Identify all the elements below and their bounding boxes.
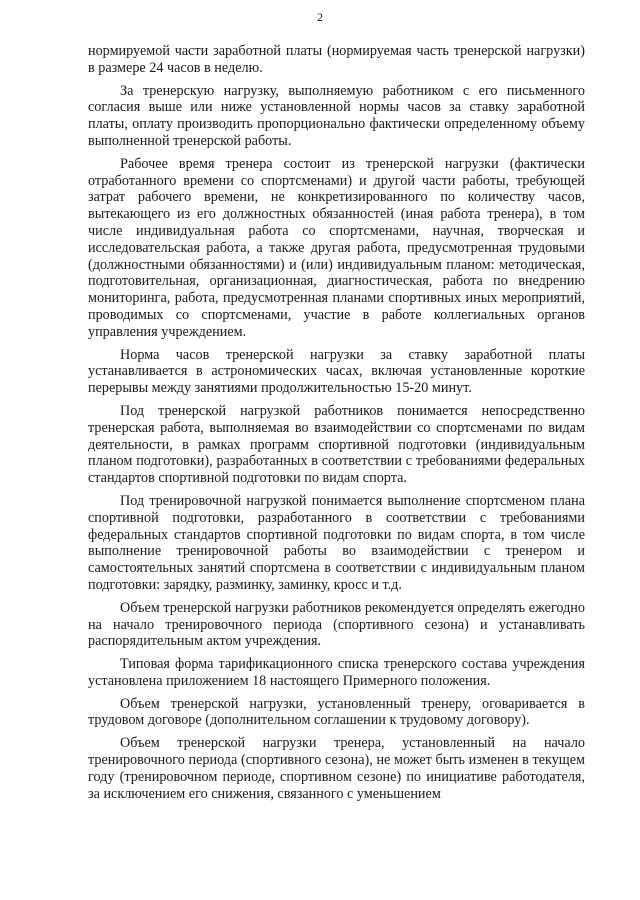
paragraph: Рабочее время тренера состоит из тренерской нагрузки (фактически отработанного времени со спортсменами) и другой части работы, требующей затрат рабочего времени, не конкретизированного по количеству часов, вытекающего из его должностных обязанностей (иная работа тренера), в том числе индивидуальная работа со спортсменами, научная, творческая и исследовательская работа, а также другая работа, предусмотренная трудовыми (должностными обязанностями) и (или) индивидуальным планом: методическая, подготовительная, организационная, диагностическая, работа по внедрению мониторинга, работа, предусмотренная планами спортивных иных мероприятий, проводимых со спортсменами, участие в работе коллегиальных органов управления учреждением.	[88, 155, 585, 340]
paragraph: Объем тренерской нагрузки, установленный тренеру, оговаривается в трудовом договоре (дополнительном соглашении к трудовому договору).	[88, 695, 585, 729]
page-number: 2	[317, 10, 323, 24]
paragraph: Типовая форма тарификационного списка тренерского состава учреждения установлена приложением 18 настоящего Примерного положения.	[88, 656, 585, 689]
paragraph: нормируемой части заработной платы (нормируемая часть тренерской нагрузки) в размере 24 часов в неделю.	[88, 43, 585, 76]
paragraph: Объем тренерской нагрузки тренера, установленный на начало тренировочного периода (спортивного сезона), не может быть изменен в текущем году (тренировочном периоде, спортивном сезоне) по инициативе работодателя, за исключением его снижения, связанного с уменьшением	[88, 735, 585, 802]
paragraph: Норма часов тренерской нагрузки за ставку заработной платы устанавливается в астрономических часах, включая установленные короткие перерывы между занятиями продолжительностью 15-20 минут.	[88, 346, 585, 397]
paragraph: Объем тренерской нагрузки работников рекомендуется определять ежегодно на начало тренировочного периода (спортивного сезона) и устанавливать распорядительным актом учреждения.	[88, 599, 585, 650]
paragraph: Под тренировочной нагрузкой понимается выполнение спортсменом плана спортивной подготовки, разработанного в соответствии с требованиями федеральных стандартов спортивной подготовки по видам спорта, в том числе выполнение тренировочной работы во взаимодействии с тренером и самостоятельных занятий спортсмена в соответствии с индивидуальным планом подготовки: зарядку, разминку, заминку, кросс и т.д.	[88, 492, 585, 593]
paragraph: Под тренерской нагрузкой работников понимается непосредственно тренерская работа, выполняемая во взаимодействии со спортсменами по видам деятельности, в рамках программ спортивной подготовки (индивидуальным планом подготовки), разработанных в соответствии с требованиями федеральных стандартов спортивной подготовки по видам спорта.	[88, 402, 585, 487]
document-body	[88, 43, 585, 802]
paragraph: За тренерскую нагрузку, выполняемую работником с его письменного согласия выше или ниже установленной нормы часов за ставку заработной платы, оплату производить пропорционально фактически определенному объему выполненной тренерской работы.	[88, 82, 585, 149]
